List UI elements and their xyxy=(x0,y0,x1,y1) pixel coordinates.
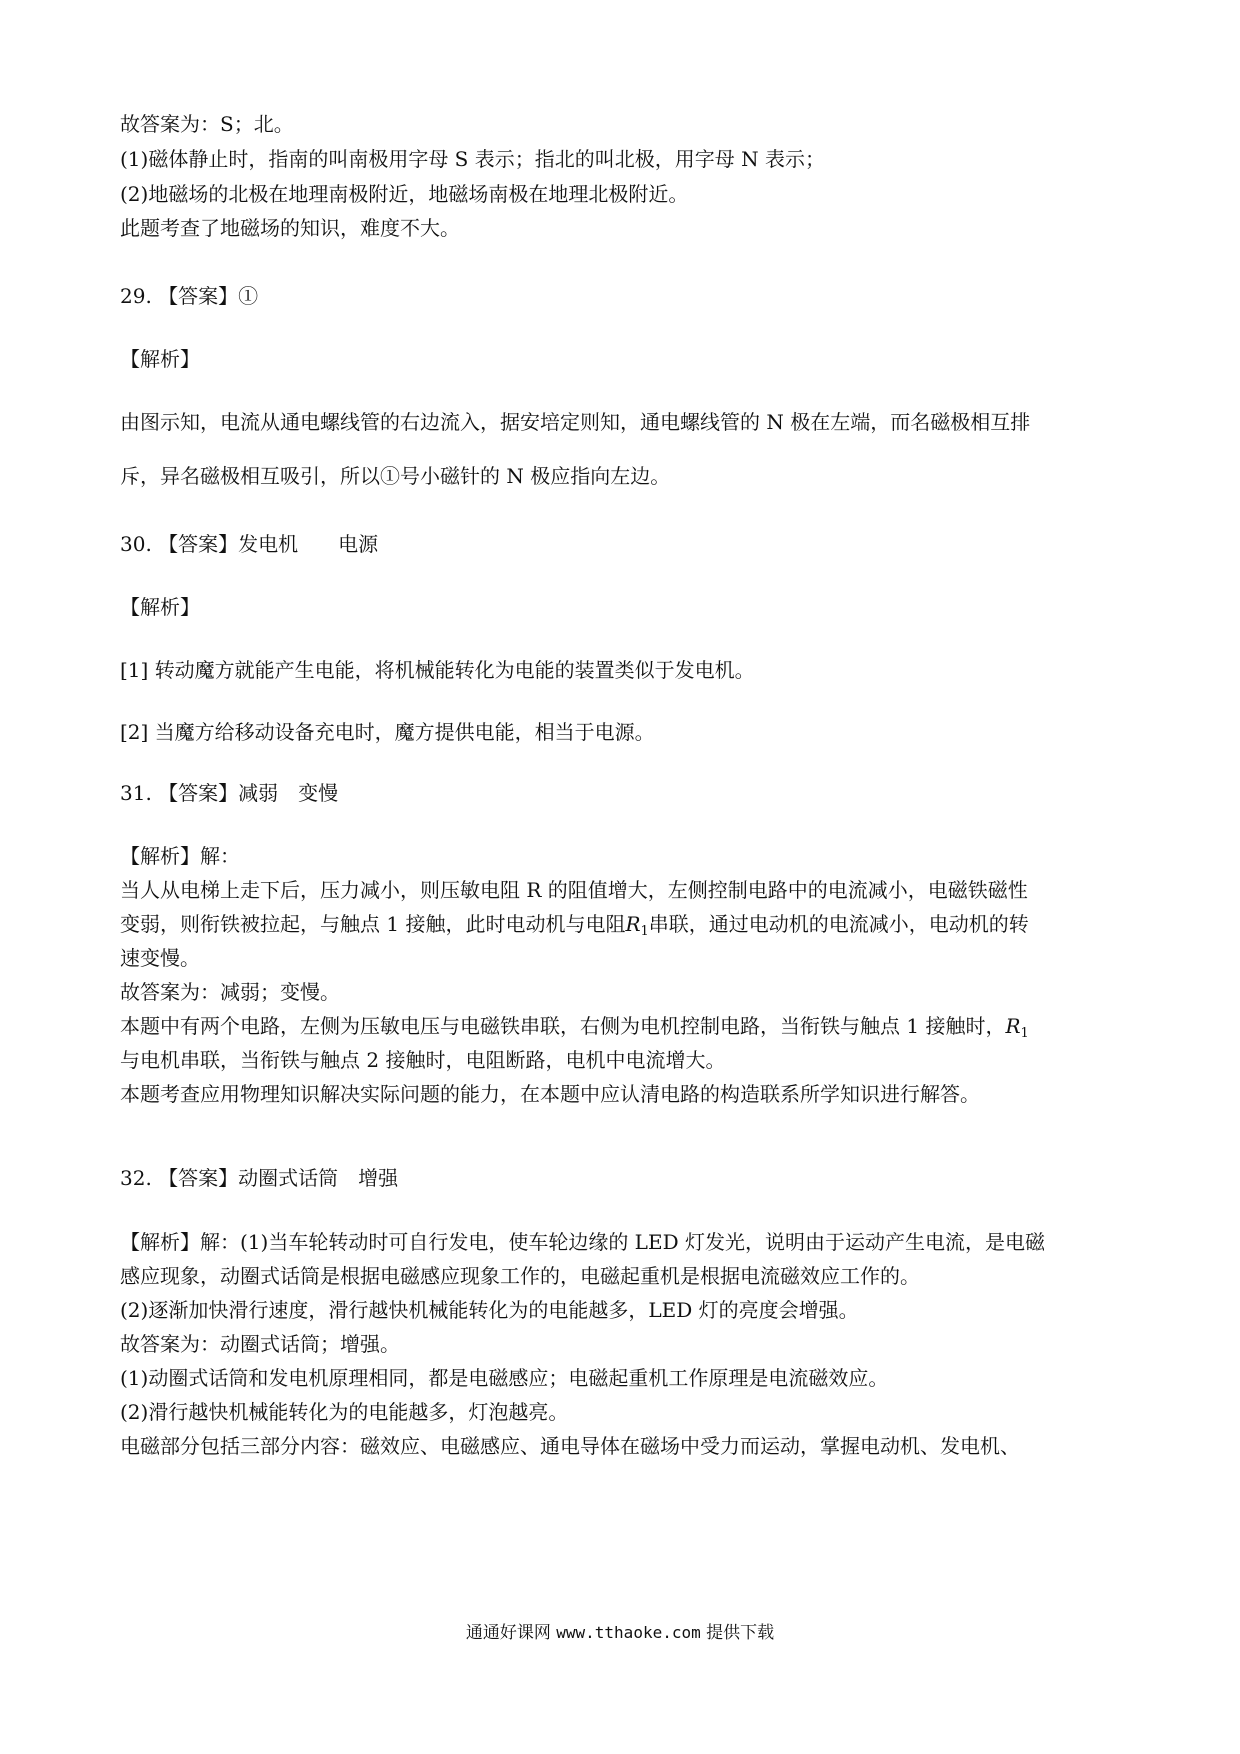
resistor-subscript: 1 xyxy=(1020,1026,1029,1041)
q32-answer-line: 故答案为：动圈式话筒；增强。 xyxy=(120,1332,400,1356)
q31-analysis-line xyxy=(120,910,1130,946)
footer-site-name: 通通好课网 xyxy=(465,1623,551,1643)
text-segment: 串联，通过电动机的电流减小，电动机的转 xyxy=(648,912,1029,936)
q29-answer: 29. 【答案】① xyxy=(120,284,259,308)
q29-analysis-line: 由图示知，电流从通电螺线管的右边流入，据安培定则知，通电螺线管的 N 极在左端，而名磁极相互排 xyxy=(120,410,1031,434)
q28-explanation-line: (2)地磁场的北极在地理南极附近，地磁场南极在地理北极附近。 xyxy=(120,182,689,206)
q31-summary-line: 与电机串联，当衔铁与触点 2 接触时，电阻断路，电机中电流增大。 xyxy=(120,1048,726,1072)
q32-analysis-line: 【解析】解：(1)当车轮转动时可自行发电，使车轮边缘的 LED 灯发光，说明由于运动产生电流，是电磁 xyxy=(120,1230,1045,1254)
q31-analysis-label: 【解析】解： xyxy=(120,844,240,868)
q29-analysis-line: 斥，异名磁极相互吸引，所以①号小磁针的 N 极应指向左边。 xyxy=(120,464,671,488)
q31-analysis-line: 速变慢。 xyxy=(120,946,200,970)
q31-summary-line: 本题考查应用物理知识解决实际问题的能力，在本题中应认清电路的构造联系所学知识进行解答。 xyxy=(120,1082,980,1106)
text-segment: 本题中有两个电路，左侧为压敏电压与电磁铁串联，右侧为电机控制电路，当衔铁与触点 1 接触时， xyxy=(120,1014,1006,1038)
q30-analysis-label: 【解析】 xyxy=(120,595,200,619)
q30-answer: 30. 【答案】发电机 电源 xyxy=(120,532,379,556)
text-segment: 变弱，则衔铁被拉起，与触点 1 接触，此时电动机与电阻 xyxy=(120,912,626,936)
q30-analysis-line: [1] 转动魔方就能产生电能，将机械能转化为电能的装置类似于发电机。 xyxy=(120,658,755,682)
q28-summary-line: 此题考查了地磁场的知识，难度不大。 xyxy=(120,216,460,240)
q32-summary-line: (2)滑行越快机械能转化为的电能越多，灯泡越亮。 xyxy=(120,1400,569,1424)
q28-explanation-line: (1)磁体静止时，指南的叫南极用字母 S 表示；指北的叫北极，用字母 N 表示； xyxy=(120,147,825,171)
footer-url-link[interactable]: www.tthaoke.com xyxy=(556,1623,701,1642)
footer-suffix: 提供下载 xyxy=(706,1623,775,1643)
q32-analysis-line: 感应现象，动圈式话筒是根据电磁感应现象工作的，电磁起重机是根据电流磁效应工作的。 xyxy=(120,1264,920,1288)
q31-analysis-line: 当人从电梯上走下后，压力减小，则压敏电阻 R 的阻值增大，左侧控制电路中的电流减小，电磁铁磁性 xyxy=(120,878,1028,902)
resistor-subscript: 1 xyxy=(640,924,649,939)
q31-answer-line: 故答案为：减弱；变慢。 xyxy=(120,980,340,1004)
q28-answer-line: 故答案为：S；北。 xyxy=(120,112,294,136)
q32-summary-line: 电磁部分包括三部分内容：磁效应、电磁感应、通电导体在磁场中受力而运动，掌握电动机、发电机、 xyxy=(120,1434,1020,1458)
page-footer xyxy=(0,1621,1240,1645)
q31-answer: 31. 【答案】减弱 变慢 xyxy=(120,781,339,805)
q30-analysis-line: [2] 当魔方给移动设备充电时，魔方提供电能，相当于电源。 xyxy=(120,720,655,744)
q32-summary-line: (1)动圈式话筒和发电机原理相同，都是电磁感应；电磁起重机工作原理是电流磁效应。 xyxy=(120,1366,889,1390)
q29-analysis-label: 【解析】 xyxy=(120,347,200,371)
resistor-symbol: R xyxy=(1005,1014,1021,1038)
q32-answer: 32. 【答案】动圈式话筒 增强 xyxy=(120,1166,399,1190)
q31-summary-line xyxy=(120,1012,1130,1048)
resistor-symbol: R xyxy=(625,912,641,936)
q32-analysis-line: (2)逐渐加快滑行速度，滑行越快机械能转化为的电能越多，LED 灯的亮度会增强。 xyxy=(120,1298,859,1322)
